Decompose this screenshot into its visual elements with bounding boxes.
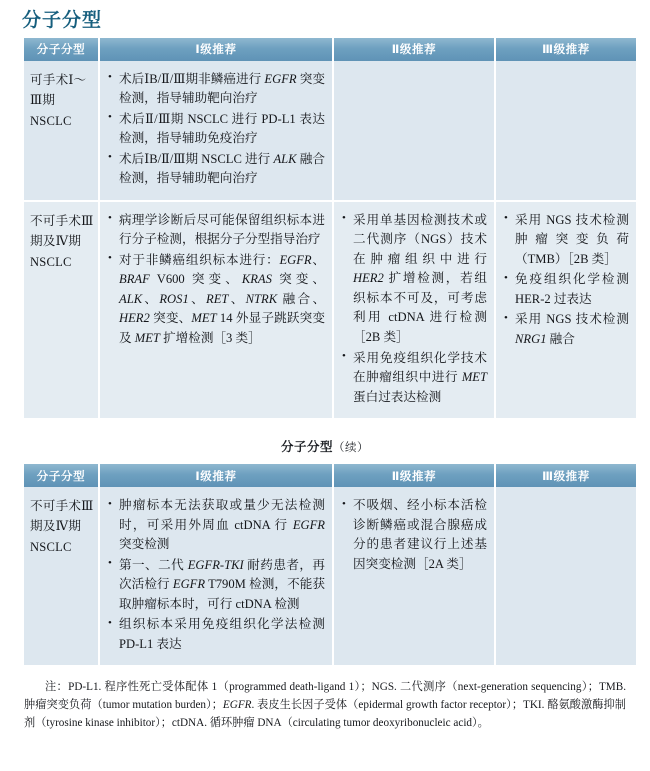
list-item: • 采用单基因检测技术或二代测序（NGS）技术在肿瘤组织中进行 HER2 扩增检测，若组织标本不可及，可考虑利用 ctDNA 进行检测［2B 类］: [341, 211, 487, 348]
cell-level2: [334, 61, 494, 200]
cell-category: 不可手术Ⅲ期及Ⅳ期 NSCLC: [24, 202, 98, 418]
list-item: • 采用免疫组织化学技术在肿瘤组织中进行 MET 蛋白过表达检测: [341, 349, 487, 408]
cell-level2: [334, 487, 494, 665]
molecular-subtype-table-2: [22, 464, 638, 665]
list-item: • 免疫组织化学检测 HER-2 过表达: [503, 270, 629, 309]
cell-level1: [100, 61, 332, 200]
continued-title-suffix: （续）: [333, 440, 369, 455]
recommendation-list: [341, 211, 487, 407]
list-item: • 组织标本采用免疫组织化学法检测 PD-L1 表达: [107, 615, 325, 654]
cell-level1: [100, 487, 332, 665]
recommendation-list: [107, 211, 325, 349]
list-item: • 术后ⅠB/Ⅱ/Ⅲ期 NSCLC 进行 ALK 融合检测，指导辅助靶向治疗: [107, 150, 325, 189]
table-row: [24, 61, 636, 200]
column-header-level1: Ⅰ级推荐: [100, 464, 332, 487]
cell-category: 不可手术Ⅲ期及Ⅳ期 NSCLC: [24, 487, 98, 665]
continued-title-text: 分子分型: [280, 439, 333, 455]
list-item: • 采用 NGS 技术检测 NRG1 融合: [503, 310, 629, 349]
list-item: • 术后ⅠB/Ⅱ/Ⅲ期非鳞癌进行 EGFR 突变检测，指导辅助靶向治疗: [107, 70, 325, 109]
cell-category: 可手术Ⅰ～Ⅲ期 NSCLC: [24, 61, 98, 200]
column-header-level2: Ⅱ级推荐: [334, 38, 494, 61]
column-header-level1: Ⅰ级推荐: [100, 38, 332, 61]
list-item: • 第一、二代 EGFR-TKI 耐药患者，再次活检行 EGFR T790M 检测，不能获取肿瘤标本时，可行 ctDNA 检测: [107, 556, 325, 615]
list-item: • 肿瘤标本无法获取或量少无法检测时，可采用外周血 ctDNA 行 EGFR 突变检测: [107, 496, 325, 555]
list-item: • 采用 NGS 技术检测肿瘤突变负荷（TMB）［2B 类］: [503, 211, 629, 270]
cell-level2: [334, 202, 494, 418]
cell-level3: [496, 61, 636, 200]
table-body: [24, 61, 636, 418]
continued-title: [22, 418, 628, 464]
cell-level3: [496, 487, 636, 665]
page-title: 分子分型: [22, 9, 103, 31]
column-header-level3: Ⅲ级推荐: [496, 464, 636, 487]
footnote: [22, 678, 628, 732]
column-header-level2: Ⅱ级推荐: [334, 464, 494, 487]
recommendation-list: [341, 496, 487, 574]
molecular-subtype-table-1: [22, 38, 638, 418]
table-body: [24, 487, 636, 665]
list-item: • 不吸烟、经小标本活检诊断鳞癌或混合腺癌成分的患者建议行上述基因突变检测［2A 类］: [341, 496, 487, 574]
table-row: [24, 487, 636, 665]
cell-level1: [100, 202, 332, 418]
list-item: • 对于非鳞癌组织标本进行：EGFR、BRAF V600 突变、KRAS 突变、ALK、ROS1、RET、NTRK 融合、HER2 突变、MET 14 外显子跳跃突变及 MET 扩增检测［3 类］: [107, 251, 325, 349]
column-header-category: 分子分型: [24, 464, 98, 487]
table-header-row: [24, 38, 636, 61]
column-header-category: 分子分型: [24, 38, 98, 61]
table-row: [24, 202, 636, 418]
footnote-text: 注：PD-L1. 程序性死亡受体配体 1（programmed death-ligand 1）；NGS. 二代测序（next-generation sequencing）；TMB. 肿瘤突变负荷（tumor mutation burden）；EGFR. 表皮生长因子受体（epidermal growth factor receptor）；TKI. 酪氨酸激酶抑制剂（tyrosine kinase inhibitor）；ctDNA. 循环肿瘤 DNA（circulating tumor deoxyribonucleic acid）。: [24, 681, 626, 730]
list-item: • 病理学诊断后尽可能保留组织标本进行分子检测，根据分子分型指导治疗: [107, 211, 325, 250]
recommendation-list: [503, 211, 629, 350]
list-item: • 术后Ⅱ/Ⅲ期 NSCLC 进行 PD-L1 表达检测，指导辅助免疫治疗: [107, 110, 325, 149]
recommendation-list: [107, 70, 325, 189]
column-header-level3: Ⅲ级推荐: [496, 38, 636, 61]
cell-level3: [496, 202, 636, 418]
table-header-row: [24, 464, 636, 487]
recommendation-list: [107, 496, 325, 654]
